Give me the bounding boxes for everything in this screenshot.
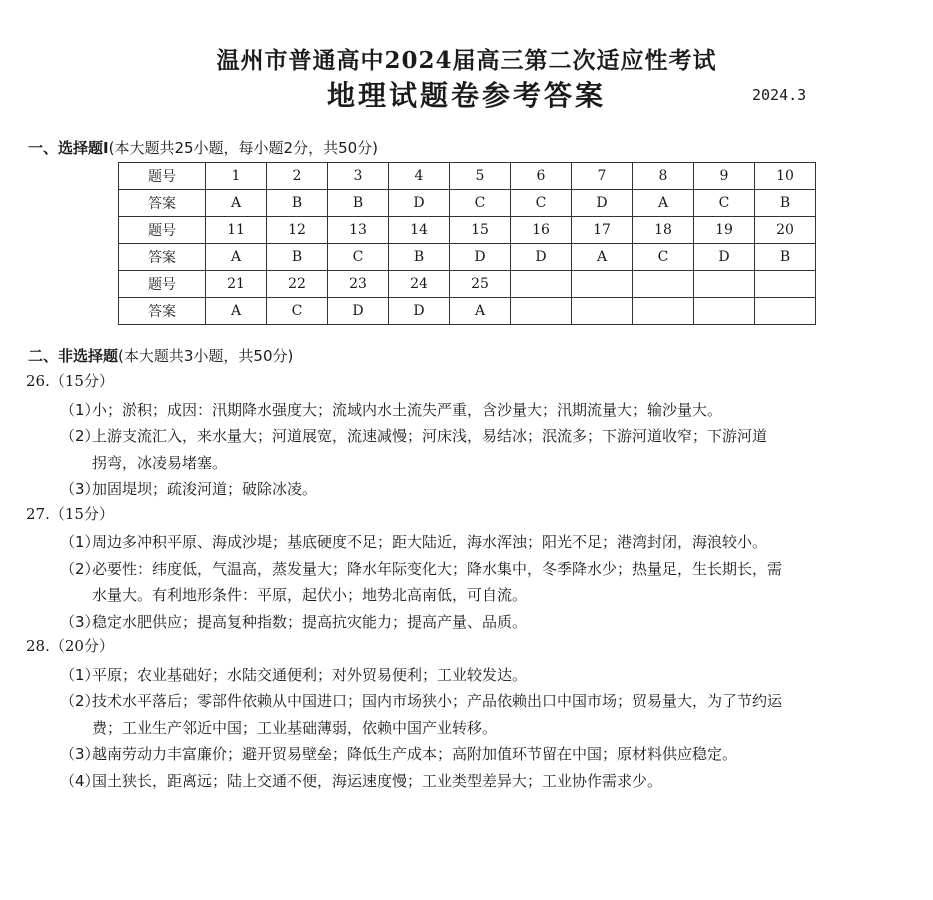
question-number-cell: 13 bbox=[328, 217, 389, 244]
row-header-question: 题号 bbox=[119, 217, 206, 244]
question-number-cell: 11 bbox=[206, 217, 267, 244]
question-number-cell: 5 bbox=[450, 163, 511, 190]
section2-note: (本大题共3小题，共50分) bbox=[118, 347, 294, 365]
answer-part-line bbox=[60, 662, 910, 688]
answer-cell: D bbox=[389, 298, 450, 325]
answer-cell: C bbox=[450, 190, 511, 217]
part-label: （3） bbox=[60, 745, 100, 763]
answer-part-line bbox=[60, 688, 910, 714]
answer-cell: A bbox=[206, 190, 267, 217]
answer-cell: C bbox=[694, 190, 755, 217]
part-text: 国土狭长，距离远；陆上交通不便，海运速度慢；工业类型差异大；工业协作需求少。 bbox=[92, 771, 663, 790]
table-row-numbers bbox=[119, 217, 816, 244]
question-number-cell bbox=[755, 271, 816, 298]
answer-cell: B bbox=[267, 244, 328, 271]
answer-cell: C bbox=[267, 298, 328, 325]
row-header-answer: 答案 bbox=[119, 298, 206, 325]
part-text: 加固堤坝；疏浚河道；破除冰凌。 bbox=[92, 480, 318, 498]
part-text: 稳定水肥供应；提高复种指数；提高抗灾能力；提高产量、品质。 bbox=[92, 612, 528, 631]
question-number-cell: 24 bbox=[389, 271, 450, 298]
question-number-cell: 7 bbox=[572, 163, 633, 190]
table-row-numbers bbox=[119, 271, 816, 298]
question-number-cell: 17 bbox=[572, 217, 633, 244]
question-number: 26.（15分） bbox=[26, 372, 114, 390]
part-text: 拐弯，冰凌易堵塞。 bbox=[92, 453, 228, 472]
question-number-cell: 20 bbox=[755, 217, 816, 244]
exam-title: 温州市普通高中2024届高三第二次适应性考试 bbox=[216, 47, 717, 74]
section1-note: (本大题共25小题，每小题2分，共50分) bbox=[108, 139, 379, 157]
answer-cell: D bbox=[328, 298, 389, 325]
part-label: （2） bbox=[60, 559, 100, 578]
part-text: 小；淤积；成因：汛期降水强度大；流域内水土流失严重，含沙量大；汛期流量大；输沙量大。 bbox=[92, 400, 723, 419]
question-number-cell: 3 bbox=[328, 163, 389, 190]
answer-cell bbox=[633, 298, 694, 325]
answer-part-line bbox=[60, 556, 910, 582]
part-text: 上游支流汇入，来水量大；河道展宽，流速减慢；河床浅，易结冰；泯流多；下游河道收窄；下游河道 bbox=[92, 427, 768, 445]
question-number-cell: 19 bbox=[694, 217, 755, 244]
answer-cell: C bbox=[328, 244, 389, 271]
answer-cell: A bbox=[206, 298, 267, 325]
answer-cell bbox=[572, 298, 633, 325]
answer-cell: D bbox=[450, 244, 511, 271]
answer-cell: B bbox=[755, 190, 816, 217]
table-row-answers bbox=[119, 244, 816, 271]
question-number-cell: 12 bbox=[267, 217, 328, 244]
answer-cell: A bbox=[633, 190, 694, 217]
section1-label: 一、选择题Ⅰ bbox=[28, 139, 109, 157]
answer-part-line bbox=[60, 476, 910, 502]
part-text: 技术水平落后；零部件依赖从中国进口；国内市场狭小；产品依赖出口中国市场；贸易量大，为了节约运 bbox=[92, 692, 783, 710]
answer-cell: B bbox=[328, 190, 389, 217]
exam-subtitle: 地理试题卷参考答案 bbox=[326, 79, 606, 112]
question-number-cell: 18 bbox=[633, 217, 694, 244]
section1-heading bbox=[28, 137, 378, 158]
part-label: （1） bbox=[60, 665, 100, 684]
answer-cell bbox=[694, 298, 755, 325]
question-number-cell: 9 bbox=[694, 163, 755, 190]
answer-part-line bbox=[60, 768, 910, 794]
part-label: （2） bbox=[60, 427, 100, 445]
question-number-cell bbox=[511, 271, 572, 298]
answer-cell: C bbox=[633, 244, 694, 271]
row-header-question: 题号 bbox=[119, 163, 206, 190]
part-text: 费；工业生产邻近中国；工业基础薄弱，依赖中国产业转移。 bbox=[92, 718, 498, 737]
answer-cell bbox=[511, 298, 572, 325]
answer-cell: B bbox=[389, 244, 450, 271]
part-label: （3） bbox=[60, 480, 100, 498]
part-text: 越南劳动力丰富廉价；避开贸易壁垒；降低生产成本；高附加值环节留在中国；原材料供应稳定。 bbox=[92, 745, 738, 763]
question-number-cell: 15 bbox=[450, 217, 511, 244]
question-number-cell: 25 bbox=[450, 271, 511, 298]
table-row-answers bbox=[119, 298, 816, 325]
question-number-cell: 16 bbox=[511, 217, 572, 244]
answer-cell: B bbox=[267, 190, 328, 217]
answer-part-line bbox=[60, 741, 910, 767]
answer-cell: D bbox=[694, 244, 755, 271]
question-number-cell: 21 bbox=[206, 271, 267, 298]
question-number-cell: 4 bbox=[389, 163, 450, 190]
question-number: 28.（20分） bbox=[26, 637, 114, 655]
question-number-cell: 22 bbox=[267, 271, 328, 298]
part-label: （3） bbox=[60, 612, 100, 631]
part-text: 周边多冲积平原、海成沙堤；基底硬度不足；距大陆近，海水浑浊；阳光不足；港湾封闭，海浪较小。 bbox=[92, 533, 768, 551]
answer-cell: D bbox=[389, 190, 450, 217]
section2-label: 二、非选择题 bbox=[28, 347, 119, 365]
question-number-cell: 14 bbox=[389, 217, 450, 244]
question-number-cell bbox=[572, 271, 633, 298]
answer-cell bbox=[755, 298, 816, 325]
exam-date: 2024.3 bbox=[752, 86, 807, 104]
answer-cell: D bbox=[572, 190, 633, 217]
answer-part-line bbox=[60, 397, 910, 423]
question-number-cell: 2 bbox=[267, 163, 328, 190]
table-row-numbers bbox=[119, 163, 816, 190]
part-label: （2） bbox=[60, 692, 100, 710]
row-header-question: 题号 bbox=[119, 271, 206, 298]
question-number: 27.（15分） bbox=[26, 504, 114, 523]
question-number-cell: 1 bbox=[206, 163, 267, 190]
answer-table bbox=[118, 162, 816, 325]
row-header-answer: 答案 bbox=[119, 190, 206, 217]
row-header-answer: 答案 bbox=[119, 244, 206, 271]
question-number-cell: 6 bbox=[511, 163, 572, 190]
answer-part-line bbox=[60, 529, 910, 555]
answer-cell: B bbox=[755, 244, 816, 271]
answer-cell: A bbox=[572, 244, 633, 271]
answer-part-line bbox=[60, 609, 910, 635]
section2-heading bbox=[28, 345, 293, 366]
table-row-answers bbox=[119, 190, 816, 217]
part-label: （1） bbox=[60, 400, 100, 419]
question-number-cell: 23 bbox=[328, 271, 389, 298]
answer-cell: D bbox=[511, 244, 572, 271]
answer-part-line bbox=[60, 423, 910, 449]
part-text: 平原；农业基础好；水陆交通便利；对外贸易便利；工业较发达。 bbox=[92, 665, 528, 684]
question-number-cell: 8 bbox=[633, 163, 694, 190]
question-number-cell: 10 bbox=[755, 163, 816, 190]
question-number-cell bbox=[694, 271, 755, 298]
part-label: （1） bbox=[60, 533, 100, 551]
part-text: 水量大。有利地形条件：平原，起伏小；地势北高南低，可自流。 bbox=[92, 586, 528, 604]
answer-cell: A bbox=[206, 244, 267, 271]
question-number-cell bbox=[633, 271, 694, 298]
part-label: （4） bbox=[60, 771, 100, 790]
answer-cell: C bbox=[511, 190, 572, 217]
part-text: 必要性：纬度低，气温高，蒸发量大；降水年际变化大；降水集中，冬季降水少；热量足，生长期长，需 bbox=[92, 559, 783, 578]
answer-cell: A bbox=[450, 298, 511, 325]
